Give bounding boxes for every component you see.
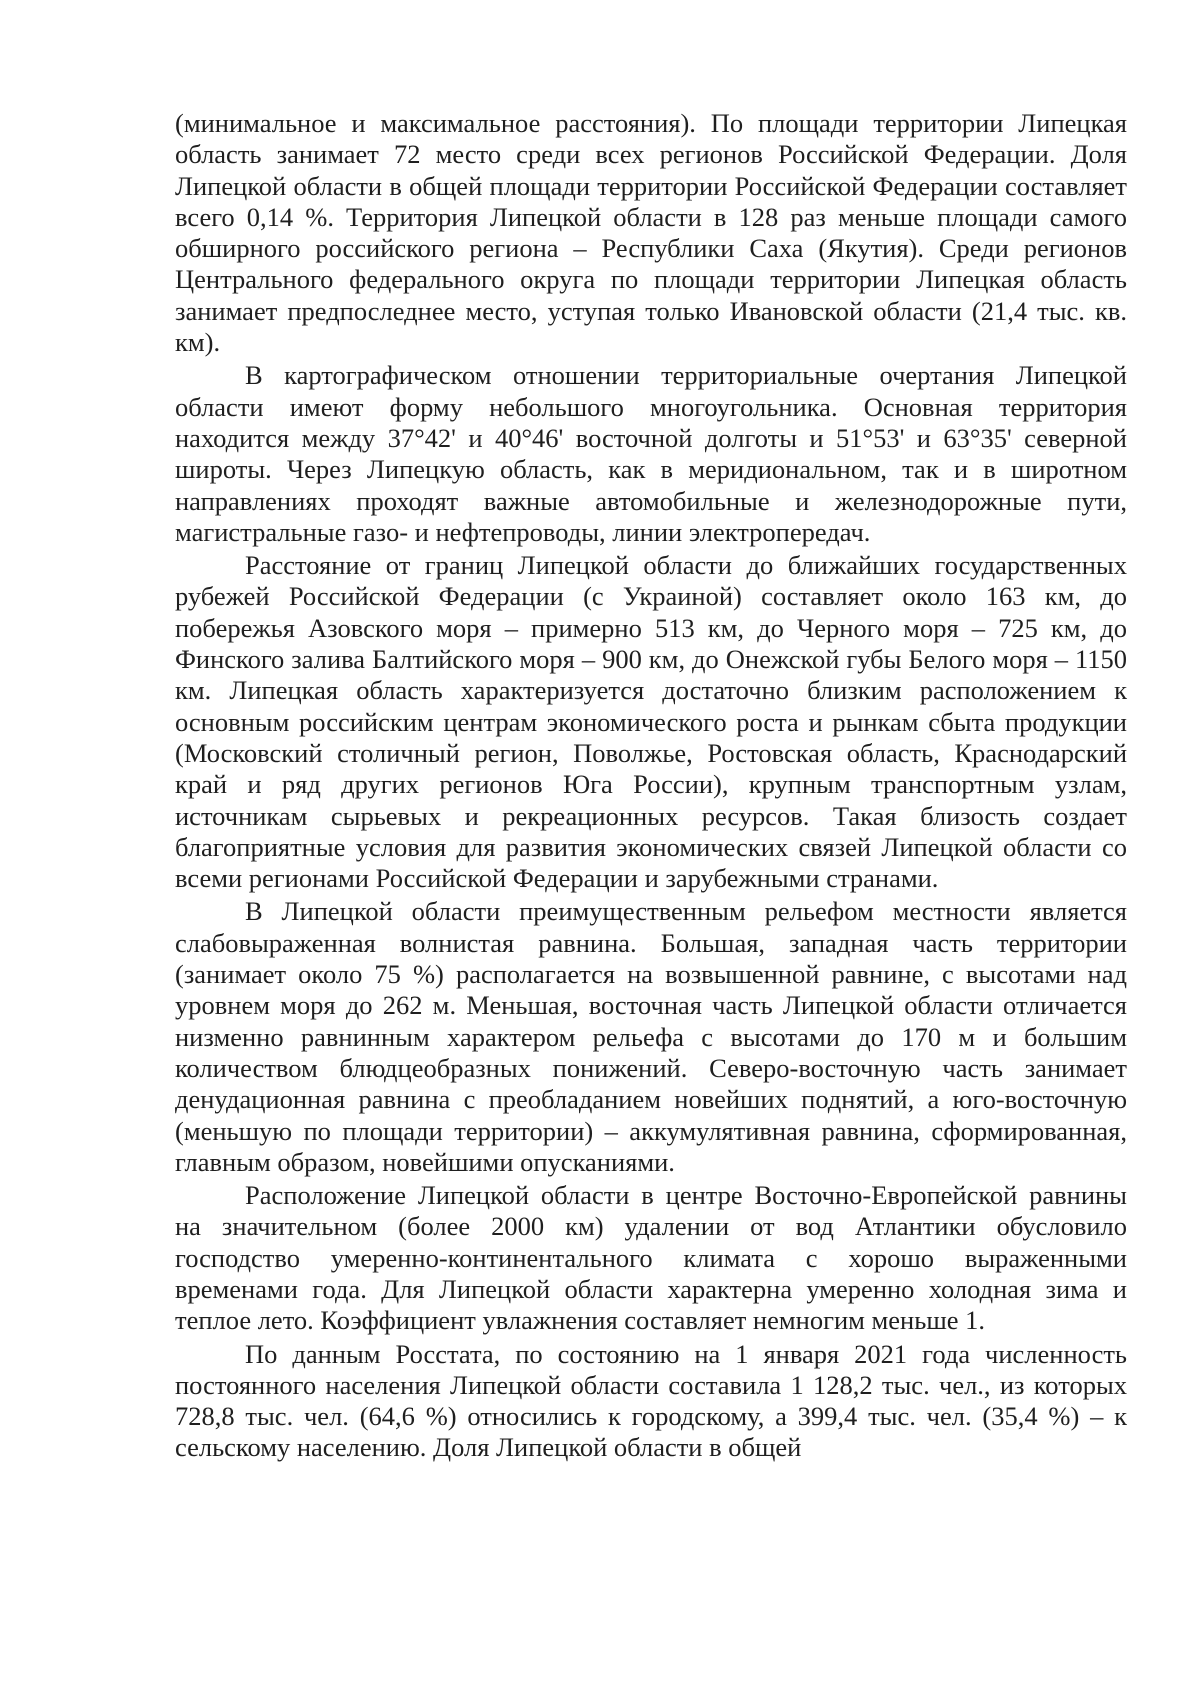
paragraph-cartographic-shape: В картографическом отношении территориальные очертания Липецкой области имеют форму небольшого многоугольника. Основная территория находится между 37°42' и 40°46' восточной долготы и 51°53' и 63°35' северной широты. Через Липецкую область, как в меридиональном, так и в широтном направлениях проходят важные автомобильные и железнодорожные пути, магистральные газо- и нефтепроводы, линии электропередач. xyxy=(175,360,1127,547)
document-page xyxy=(175,108,1127,1466)
paragraph-climate: Расположение Липецкой области в центре Восточно-Европейской равнины на значительном (более 2000 км) удалении от вод Атлантики обусловило господство умеренно-континентального климата с хорошо выраженными временами года. Для Липецкой области характерна умеренно холодная зима и теплое лето. Коэффициент увлажнения составляет немногим меньше 1. xyxy=(175,1180,1127,1336)
paragraph-population: По данным Росстата, по состоянию на 1 января 2021 года численность постоянного населения Липецкой области составила 1 128,2 тыс. чел., из которых 728,8 тыс. чел. (64,6 %) относились к городскому, а 399,4 тыс. чел. (35,4 %) – к сельскому населению. Доля Липецкой области в общей xyxy=(175,1338,1127,1463)
paragraph-area-ranking: (минимальное и максимальное расстояния). По площади территории Липецкая область занимает 72 место среди всех регионов Российской Федерации. Доля Липецкой области в общей площади территории Российской Федерации составляет всего 0,14 %. Территория Липецкой области в 128 раз меньше площади самого обширного российского региона – Республики Саха (Якутия). Среди регионов Центрального федерального округа по площади территории Липецкая область занимает предпоследнее место, уступая только Ивановской области (21,4 тыс. кв. км). xyxy=(175,108,1127,358)
paragraph-border-distances: Расстояние от границ Липецкой области до ближайших государственных рубежей Российской Федерации (с Украиной) составляет около 163 км, до побережья Азовского моря – примерно 513 км, до Черного моря – 725 км, до Финского залива Балтийского моря – 900 км, до Онежской губы Белого моря – 1150 км. Липецкая область характеризуется достаточно близким расположением к основным российским центрам экономического роста и рынкам сбыта продукции (Московский столичный регион, Поволжье, Ростовская область, Краснодарский край и ряд других регионов Юга России), крупным транспортным узлам, источникам сырьевых и рекреационных ресурсов. Такая близость создает благоприятные условия для развития экономических связей Липецкой области со всеми регионами Российской Федерации и зарубежными странами. xyxy=(175,550,1127,894)
paragraph-relief: В Липецкой области преимущественным рельефом местности является слабовыраженная волнистая равнина. Большая, западная часть территории (занимает около 75 %) располагается на возвышенной равнине, с высотами над уровнем моря до 262 м. Меньшая, восточная часть Липецкой области отличается низменно равнинным характером рельефа с высотами до 170 м и большим количеством блюдцеобразных понижений. Северо-восточную часть занимает денудационная равнина с преобладанием новейших поднятий, а юго-восточную (меньшую по площади территории) – аккумулятивная равнина, сформированная, главным образом, новейшими опусканиями. xyxy=(175,896,1127,1177)
